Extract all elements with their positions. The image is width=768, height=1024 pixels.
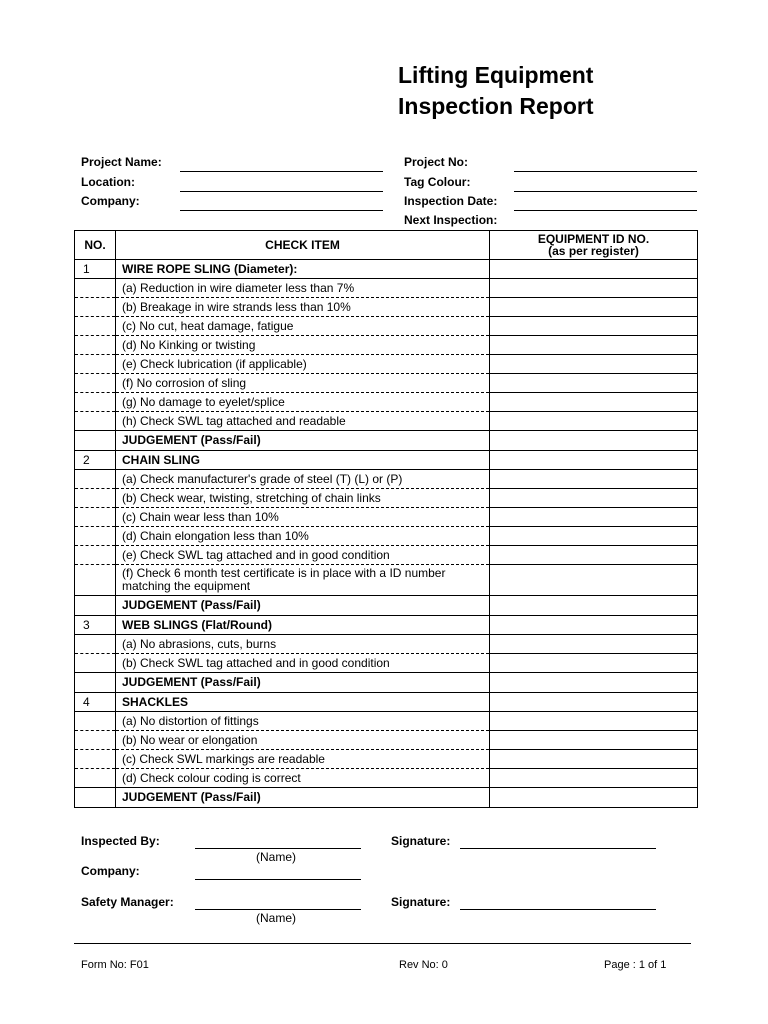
signoff-company-label: Company: — [81, 864, 140, 878]
check-item-number-cell — [75, 317, 116, 336]
check-item-text: (e) Check lubrication (if applicable) — [116, 355, 490, 374]
check-item-row — [75, 508, 698, 527]
check-item-number-cell — [75, 279, 116, 298]
check-item-result-cell[interactable] — [490, 654, 698, 673]
check-item-result-cell[interactable] — [490, 279, 698, 298]
col-check-item-header: CHECK ITEM — [116, 231, 490, 260]
signature-field-1[interactable] — [460, 848, 656, 849]
section-number: 2 — [75, 451, 116, 470]
col-no-header: NO. — [75, 231, 116, 260]
check-item-text: (d) Chain elongation less than 10% — [116, 527, 490, 546]
check-item-text: (d) Check colour coding is correct — [116, 769, 490, 788]
check-item-row — [75, 279, 698, 298]
judgement-number-cell — [75, 596, 116, 616]
signature-field-2[interactable] — [460, 909, 656, 910]
check-item-row — [75, 355, 698, 374]
check-item-text: (g) No damage to eyelet/splice — [116, 393, 490, 412]
check-item-text: (c) No cut, heat damage, fatigue — [116, 317, 490, 336]
next-inspection-label: Next Inspection: — [404, 213, 498, 227]
report-title-line2: Inspection Report — [398, 93, 594, 119]
check-item-number-cell — [75, 635, 116, 654]
section-title: WEB SLINGS (Flat/Round) — [116, 616, 490, 635]
signature-label-1: Signature: — [391, 834, 451, 848]
check-item-result-cell[interactable] — [490, 317, 698, 336]
judgement-row — [75, 788, 698, 808]
check-item-row — [75, 712, 698, 731]
company-label: Company: — [81, 194, 140, 208]
check-item-result-cell[interactable] — [490, 712, 698, 731]
check-item-text: (a) No distortion of fittings — [116, 712, 490, 731]
check-item-number-cell — [75, 336, 116, 355]
section-number: 1 — [75, 260, 116, 279]
check-item-text: (e) Check SWL tag attached and in good condition — [116, 546, 490, 565]
revision-number: Rev No: 0 — [399, 959, 448, 971]
check-item-result-cell[interactable] — [490, 298, 698, 317]
check-item-number-cell — [75, 470, 116, 489]
judgement-label: JUDGEMENT (Pass/Fail) — [116, 431, 490, 451]
section-number: 4 — [75, 693, 116, 712]
check-item-row — [75, 565, 698, 596]
judgement-label: JUDGEMENT (Pass/Fail) — [116, 596, 490, 616]
section-equipment-cells — [490, 616, 698, 635]
judgement-result-cell[interactable] — [490, 788, 698, 808]
inspected-by-name-caption: (Name) — [256, 850, 297, 864]
check-item-text: (f) No corrosion of sling — [116, 374, 490, 393]
check-item-number-cell — [75, 355, 116, 374]
check-item-result-cell[interactable] — [490, 355, 698, 374]
section-equipment-cells — [490, 451, 698, 470]
check-item-text: (b) No wear or elongation — [116, 731, 490, 750]
check-item-row — [75, 750, 698, 769]
form-number: Form No: F01 — [81, 959, 149, 971]
check-item-row — [75, 654, 698, 673]
inspected-by-label: Inspected By: — [81, 834, 160, 848]
section-row — [75, 451, 698, 470]
section-row — [75, 693, 698, 712]
inspection-date-label: Inspection Date: — [404, 194, 498, 208]
check-item-row — [75, 731, 698, 750]
check-item-number-cell — [75, 374, 116, 393]
inspected-by-field[interactable] — [195, 848, 361, 849]
section-title: CHAIN SLING — [116, 451, 490, 470]
check-item-text: (b) Check wear, twisting, stretching of chain links — [116, 489, 490, 508]
page-number: Page : 1 of 1 — [604, 959, 667, 971]
check-item-text: (a) Check manufacturer's grade of steel (T) (L) or (P) — [116, 470, 490, 489]
check-item-number-cell — [75, 712, 116, 731]
checklist-table — [74, 230, 698, 808]
check-item-row — [75, 635, 698, 654]
check-item-result-cell[interactable] — [490, 750, 698, 769]
judgement-result-cell[interactable] — [490, 673, 698, 693]
check-item-result-cell[interactable] — [490, 769, 698, 788]
project-name-field[interactable] — [180, 171, 383, 172]
check-item-result-cell[interactable] — [490, 565, 698, 596]
check-item-number-cell — [75, 769, 116, 788]
report-title-line1: Lifting Equipment — [398, 62, 594, 88]
section-equipment-cells — [490, 260, 698, 279]
table-header-row — [75, 231, 698, 260]
section-title: WIRE ROPE SLING (Diameter): — [116, 260, 490, 279]
section-row — [75, 260, 698, 279]
footer-divider — [74, 943, 691, 944]
check-item-row — [75, 527, 698, 546]
judgement-row — [75, 431, 698, 451]
check-item-row — [75, 374, 698, 393]
project-no-field[interactable] — [514, 171, 697, 172]
check-item-text: (a) No abrasions, cuts, burns — [116, 635, 490, 654]
tag-colour-label: Tag Colour: — [404, 175, 471, 189]
check-item-number-cell — [75, 546, 116, 565]
check-item-row — [75, 317, 698, 336]
project-no-label: Project No: — [404, 155, 469, 169]
section-title: SHACKLES — [116, 693, 490, 712]
col-equipment-header — [490, 231, 698, 260]
section-equipment-cells — [490, 693, 698, 712]
check-item-row — [75, 298, 698, 317]
check-item-result-cell[interactable] — [490, 393, 698, 412]
equipment-header-line1: EQUIPMENT ID NO. — [537, 232, 650, 246]
check-item-result-cell[interactable] — [490, 527, 698, 546]
check-item-text: (f) Check 6 month test certificate is in place with a ID number matching the equipment — [116, 565, 490, 596]
check-item-row — [75, 489, 698, 508]
check-item-number-cell — [75, 393, 116, 412]
judgement-label: JUDGEMENT (Pass/Fail) — [116, 788, 490, 808]
check-item-number-cell — [75, 731, 116, 750]
check-item-result-cell[interactable] — [490, 546, 698, 565]
check-item-number-cell — [75, 508, 116, 527]
judgement-label: JUDGEMENT (Pass/Fail) — [116, 673, 490, 693]
check-item-number-cell — [75, 298, 116, 317]
tag-colour-field[interactable] — [514, 191, 697, 192]
check-item-number-cell — [75, 489, 116, 508]
safety-manager-name-caption: (Name) — [256, 911, 297, 925]
signature-label-2: Signature: — [391, 895, 451, 909]
location-field[interactable] — [180, 191, 383, 192]
judgement-row — [75, 673, 698, 693]
section-number: 3 — [75, 616, 116, 635]
check-item-number-cell — [75, 527, 116, 546]
safety-manager-field[interactable] — [195, 909, 361, 910]
signoff-company-field[interactable] — [195, 879, 361, 880]
check-item-text: (c) Chain wear less than 10% — [116, 508, 490, 527]
check-item-result-cell[interactable] — [490, 470, 698, 489]
check-item-row — [75, 336, 698, 355]
check-item-text: (b) Breakage in wire strands less than 10% — [116, 298, 490, 317]
check-item-result-cell[interactable] — [490, 489, 698, 508]
equipment-header-line2: (as per register) — [548, 244, 639, 258]
safety-manager-label: Safety Manager: — [81, 895, 174, 909]
judgement-result-cell[interactable] — [490, 431, 698, 451]
judgement-number-cell — [75, 788, 116, 808]
judgement-result-cell[interactable] — [490, 596, 698, 616]
check-item-result-cell[interactable] — [490, 731, 698, 750]
check-item-row — [75, 470, 698, 489]
inspection-date-field[interactable] — [514, 210, 697, 211]
check-item-result-cell[interactable] — [490, 508, 698, 527]
check-item-text: (b) Check SWL tag attached and in good condition — [116, 654, 490, 673]
check-item-row — [75, 769, 698, 788]
company-field[interactable] — [180, 210, 383, 211]
check-item-row — [75, 546, 698, 565]
report-title — [398, 60, 594, 122]
check-item-row — [75, 412, 698, 431]
judgement-number-cell — [75, 431, 116, 451]
judgement-number-cell — [75, 673, 116, 693]
check-item-number-cell — [75, 654, 116, 673]
judgement-row — [75, 596, 698, 616]
check-item-text: (h) Check SWL tag attached and readable — [116, 412, 490, 431]
check-item-text: (a) Reduction in wire diameter less than 7% — [116, 279, 490, 298]
check-item-number-cell — [75, 565, 116, 596]
location-label: Location: — [81, 175, 135, 189]
check-item-result-cell[interactable] — [490, 336, 698, 355]
check-item-result-cell[interactable] — [490, 374, 698, 393]
check-item-number-cell — [75, 750, 116, 769]
check-item-row — [75, 393, 698, 412]
check-item-text: (c) Check SWL markings are readable — [116, 750, 490, 769]
section-row — [75, 616, 698, 635]
check-item-text: (d) No Kinking or twisting — [116, 336, 490, 355]
check-item-result-cell[interactable] — [490, 635, 698, 654]
check-item-result-cell[interactable] — [490, 412, 698, 431]
project-name-label: Project Name: — [81, 155, 162, 169]
check-item-number-cell — [75, 412, 116, 431]
